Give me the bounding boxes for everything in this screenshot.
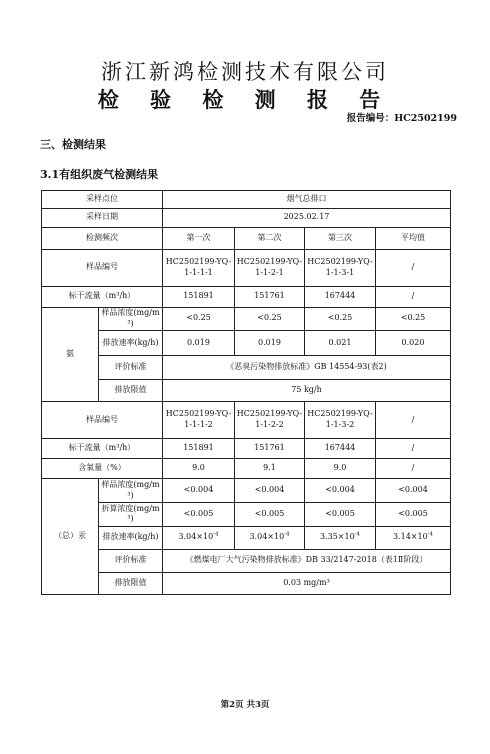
mercury-conv-cell: <0.005	[235, 502, 305, 526]
sample-no-cell: HC2502199-YQ-1-1-1-1	[163, 249, 235, 286]
std-flow-label: 标干流量（m³/h）	[42, 286, 163, 307]
report-number: 报告编号：HC2502199	[346, 113, 457, 124]
std-flow-cell: 151761	[235, 286, 305, 307]
freq-1: 第一次	[163, 227, 235, 249]
ammonia-rate-cell: 0.019	[235, 331, 305, 356]
mercury-rate-cell	[235, 526, 305, 549]
page-number: 第2页 共3页	[220, 700, 270, 710]
rate-exponent: -4	[213, 531, 219, 538]
std-flow-cell: 151761	[235, 439, 305, 459]
mercury-pollutant-name: （总）汞	[42, 479, 99, 595]
ammonia-rate-label: 排放速率(kg/h)	[99, 331, 163, 356]
frequency-label: 检测频次	[42, 227, 163, 249]
oxygen-cell: 9.1	[235, 459, 305, 479]
mercury-conc-cell: <0.004	[235, 479, 305, 503]
rate-exponent: -4	[284, 531, 290, 538]
std-flow-cell: 167444	[305, 286, 376, 307]
oxygen-label: 含氧量（%）	[42, 459, 163, 479]
mercury-conc-cell: <0.004	[163, 479, 235, 503]
ammonia-standard-label: 评价标准	[99, 356, 163, 379]
document-title: 检 验 检 测 报 告	[97, 87, 393, 112]
table-row	[42, 286, 451, 307]
mercury-conc-label: 样品浓度(mg/m³)	[99, 479, 163, 503]
ammonia-conc-cell: <0.25	[235, 307, 305, 331]
subsection-title: 3.1有组织废气检测结果	[40, 168, 159, 181]
sample-no-cell: /	[376, 401, 451, 439]
table-row	[42, 526, 451, 549]
sampling-point-value: 烟气总排口	[163, 191, 451, 209]
mercury-rate-cell	[163, 526, 235, 549]
company-name: 浙江新鸿检测技术有限公司	[101, 60, 389, 84]
rate-mantissa: 3.14×10	[392, 532, 428, 542]
table-row	[42, 208, 451, 227]
table-row	[42, 502, 451, 526]
mercury-conc-cell: <0.004	[376, 479, 451, 503]
table-row	[42, 191, 451, 209]
ammonia-rate-cell: 0.020	[376, 331, 451, 356]
rate-mantissa: 3.04×10	[249, 532, 285, 542]
table-row	[42, 572, 451, 594]
std-flow-label: 标干流量（m³/h）	[42, 439, 163, 459]
table-row	[42, 479, 451, 503]
mercury-conv-label: 折算浓度(mg/m³)	[99, 502, 163, 526]
mercury-standard-value: 《燃煤电厂大气污染物排放标准》DB 33/2147-2018（表1Ⅱ阶段）	[163, 549, 451, 572]
sample-no-cell: HC2502199-YQ-1-1-2-1	[235, 249, 305, 286]
table-row	[42, 379, 451, 401]
ammonia-conc-label: 样品浓度(mg/m³)	[99, 307, 163, 331]
rate-mantissa: 3.35×10	[319, 532, 355, 542]
ammonia-rate-cell: 0.019	[163, 331, 235, 356]
std-flow-cell: 167444	[305, 439, 376, 459]
ammonia-rate-cell: 0.021	[305, 331, 376, 356]
rate-exponent: -4	[354, 531, 361, 538]
ammonia-pollutant-name: 氨	[42, 307, 99, 401]
ammonia-conc-cell: <0.25	[305, 307, 376, 331]
oxygen-cell: 9.0	[305, 459, 376, 479]
table-row	[42, 459, 451, 479]
results-table	[41, 190, 451, 595]
freq-3: 第三次	[305, 227, 376, 249]
freq-2: 第二次	[235, 227, 305, 249]
sample-no-cell: /	[376, 249, 451, 286]
mercury-rate-label: 排放速率(kg/h)	[99, 526, 163, 549]
ammonia-limit-value: 75 kg/h	[163, 379, 451, 401]
sampling-date-value: 2025.02.17	[163, 208, 451, 227]
table-row	[42, 227, 451, 249]
sample-no-cell: HC2502199-YQ-1-1-2-2	[235, 401, 305, 439]
table-row	[42, 549, 451, 572]
rate-exponent: -4	[427, 531, 434, 538]
sample-no-cell: HC2502199-YQ-1-1-3-2	[305, 401, 376, 439]
sampling-point-label: 采样点位	[42, 191, 163, 209]
std-flow-cell: /	[376, 439, 451, 459]
ammonia-limit-label: 排放限值	[99, 379, 163, 401]
sample-no-label: 样品编号	[42, 401, 163, 439]
sample-no-label: 样品编号	[42, 249, 163, 286]
table-row	[42, 331, 451, 356]
table-row	[42, 249, 451, 286]
table-row	[42, 401, 451, 439]
std-flow-cell: /	[376, 286, 451, 307]
table-row	[42, 307, 451, 331]
ammonia-conc-cell: <0.25	[163, 307, 235, 331]
mercury-conv-cell: <0.005	[305, 502, 376, 526]
freq-average: 平均值	[376, 227, 451, 249]
mercury-conc-cell: <0.004	[305, 479, 376, 503]
table-row	[42, 439, 451, 459]
oxygen-cell: /	[376, 459, 451, 479]
sample-no-cell: HC2502199-YQ-1-1-3-1	[305, 249, 376, 286]
std-flow-cell: 151891	[163, 286, 235, 307]
ammonia-standard-value: 《恶臭污染物排放标准》GB 14554-93(表2)	[163, 356, 451, 379]
rate-mantissa: 3.04×10	[178, 532, 214, 542]
mercury-rate-cell	[376, 526, 451, 549]
section-title: 三、检测结果	[40, 138, 106, 151]
oxygen-cell: 9.0	[163, 459, 235, 479]
ammonia-conc-cell: <0.25	[376, 307, 451, 331]
sample-no-cell: HC2502199-YQ-1-1-1-2	[163, 401, 235, 439]
table-row	[42, 356, 451, 379]
sampling-date-label: 采样日期	[42, 208, 163, 227]
mercury-limit-value: 0.03 mg/m³	[163, 572, 451, 594]
mercury-conv-cell: <0.005	[376, 502, 451, 526]
mercury-rate-cell	[305, 526, 376, 549]
mercury-conv-cell: <0.005	[163, 502, 235, 526]
mercury-limit-label: 排放限值	[99, 572, 163, 594]
mercury-standard-label: 评价标准	[99, 549, 163, 572]
std-flow-cell: 151891	[163, 439, 235, 459]
